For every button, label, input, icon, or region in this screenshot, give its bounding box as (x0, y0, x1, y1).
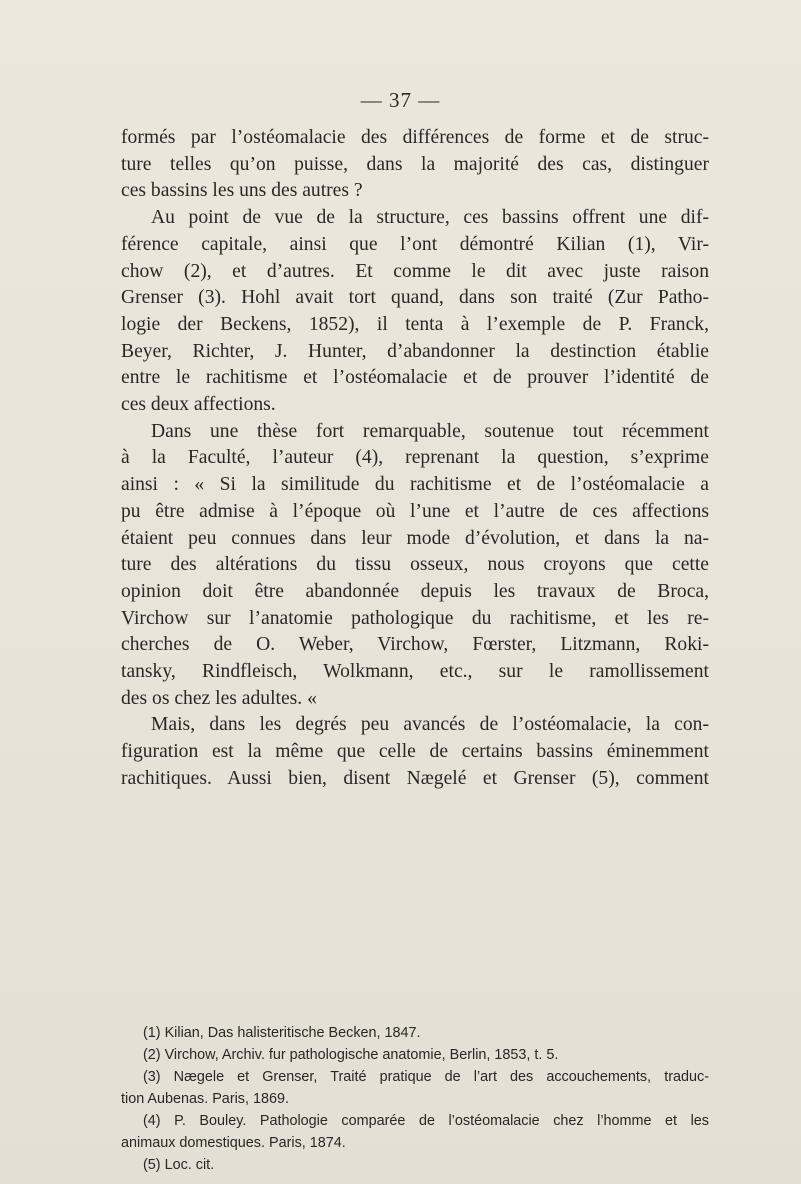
footnotes (121, 1022, 709, 1176)
text-line: formés par l’ostéomalacie des différences de forme et de struc- (121, 127, 709, 148)
text-line: chow (2), et d’autres. Et comme le dit avec juste raison (121, 260, 709, 282)
text-line: Au point de vue de la structure, ces bassins offrent une dif- (151, 207, 709, 229)
text-line: entre le rachitisme et l’ostéomalacie et de prouver l’identité de (121, 367, 709, 389)
text-line: ces deux affections. (121, 394, 276, 416)
body-text (121, 125, 709, 793)
footnote-1: (1) Kilian, Das halisteritische Becken, 1847. (143, 1025, 421, 1041)
footnote-4-continued: animaux domestiques. Paris, 1874. (121, 1135, 346, 1151)
text-line: cherches de O. Weber, Virchow, Fœrster, Litzmann, Roki- (121, 634, 709, 656)
text-line: Mais, dans les degrés peu avancés de l’ostéomalacie, la con- (151, 714, 709, 736)
text-line: à la Faculté, l’auteur (4), reprenant la question, s’exprime (121, 447, 709, 469)
footnote-5: (5) Loc. cit. (143, 1157, 215, 1173)
text-line: férence capitale, ainsi que l’ont démontré Kilian (1), Vir- (121, 233, 709, 255)
footnote-3: (3) Nægele et Grenser, Traité pratique de l’art des accouchements, traduc- (143, 1069, 709, 1085)
page-number: — 37 — (360, 88, 441, 112)
text-line: Virchow sur l’anatomie pathologique du rachitisme, et les re- (121, 607, 709, 629)
text-line: opinion doit être abandonnée depuis les travaux de Broca, (121, 580, 709, 602)
footnote-4: (4) P. Bouley. Pathologie comparée de l’ostéomalacie chez l’homme et les (143, 1113, 709, 1129)
text-line: logie der Beckens, 1852), il tenta à l’exemple de P. Franck, (121, 313, 709, 335)
text-line: ture telles qu’on puisse, dans la majorité des cas, distinguer (121, 153, 709, 175)
text-line: des os chez les adultes. « (121, 687, 317, 709)
text-line: ces bassins les uns des autres ? (121, 180, 363, 202)
text-line: figuration est la même que celle de certains bassins éminemment (121, 741, 709, 763)
text-line: Dans une thèse fort remarquable, soutenue tout récemment (151, 420, 709, 442)
text-line: rachitiques. Aussi bien, disent Nægelé et Grenser (5), comment (121, 767, 709, 789)
text-line: Beyer, Richter, J. Hunter, d’abandonner la destinction établie (121, 340, 709, 362)
text-line: ainsi : « Si la similitude du rachitisme et de l’ostéomalacie a (121, 474, 709, 496)
text-line: étaient peu connues dans leur mode d’évolution, et dans la na- (121, 527, 709, 549)
text-line: Grenser (3). Hohl avait tort quand, dans son traité (Zur Patho- (121, 287, 709, 309)
text-line: tansky, Rindfleisch, Wolkmann, etc., sur le ramollissement (121, 661, 709, 683)
footnote-2: (2) Virchow, Archiv. fur pathologische anatomie, Berlin, 1853, t. 5. (143, 1047, 559, 1063)
text-line: ture des altérations du tissu osseux, nous croyons que cette (121, 554, 709, 576)
text-line: pu être admise à l’époque où l’une et l’autre de ces affections (121, 500, 709, 522)
footnote-3-continued: tion Aubenas. Paris, 1869. (121, 1091, 290, 1107)
